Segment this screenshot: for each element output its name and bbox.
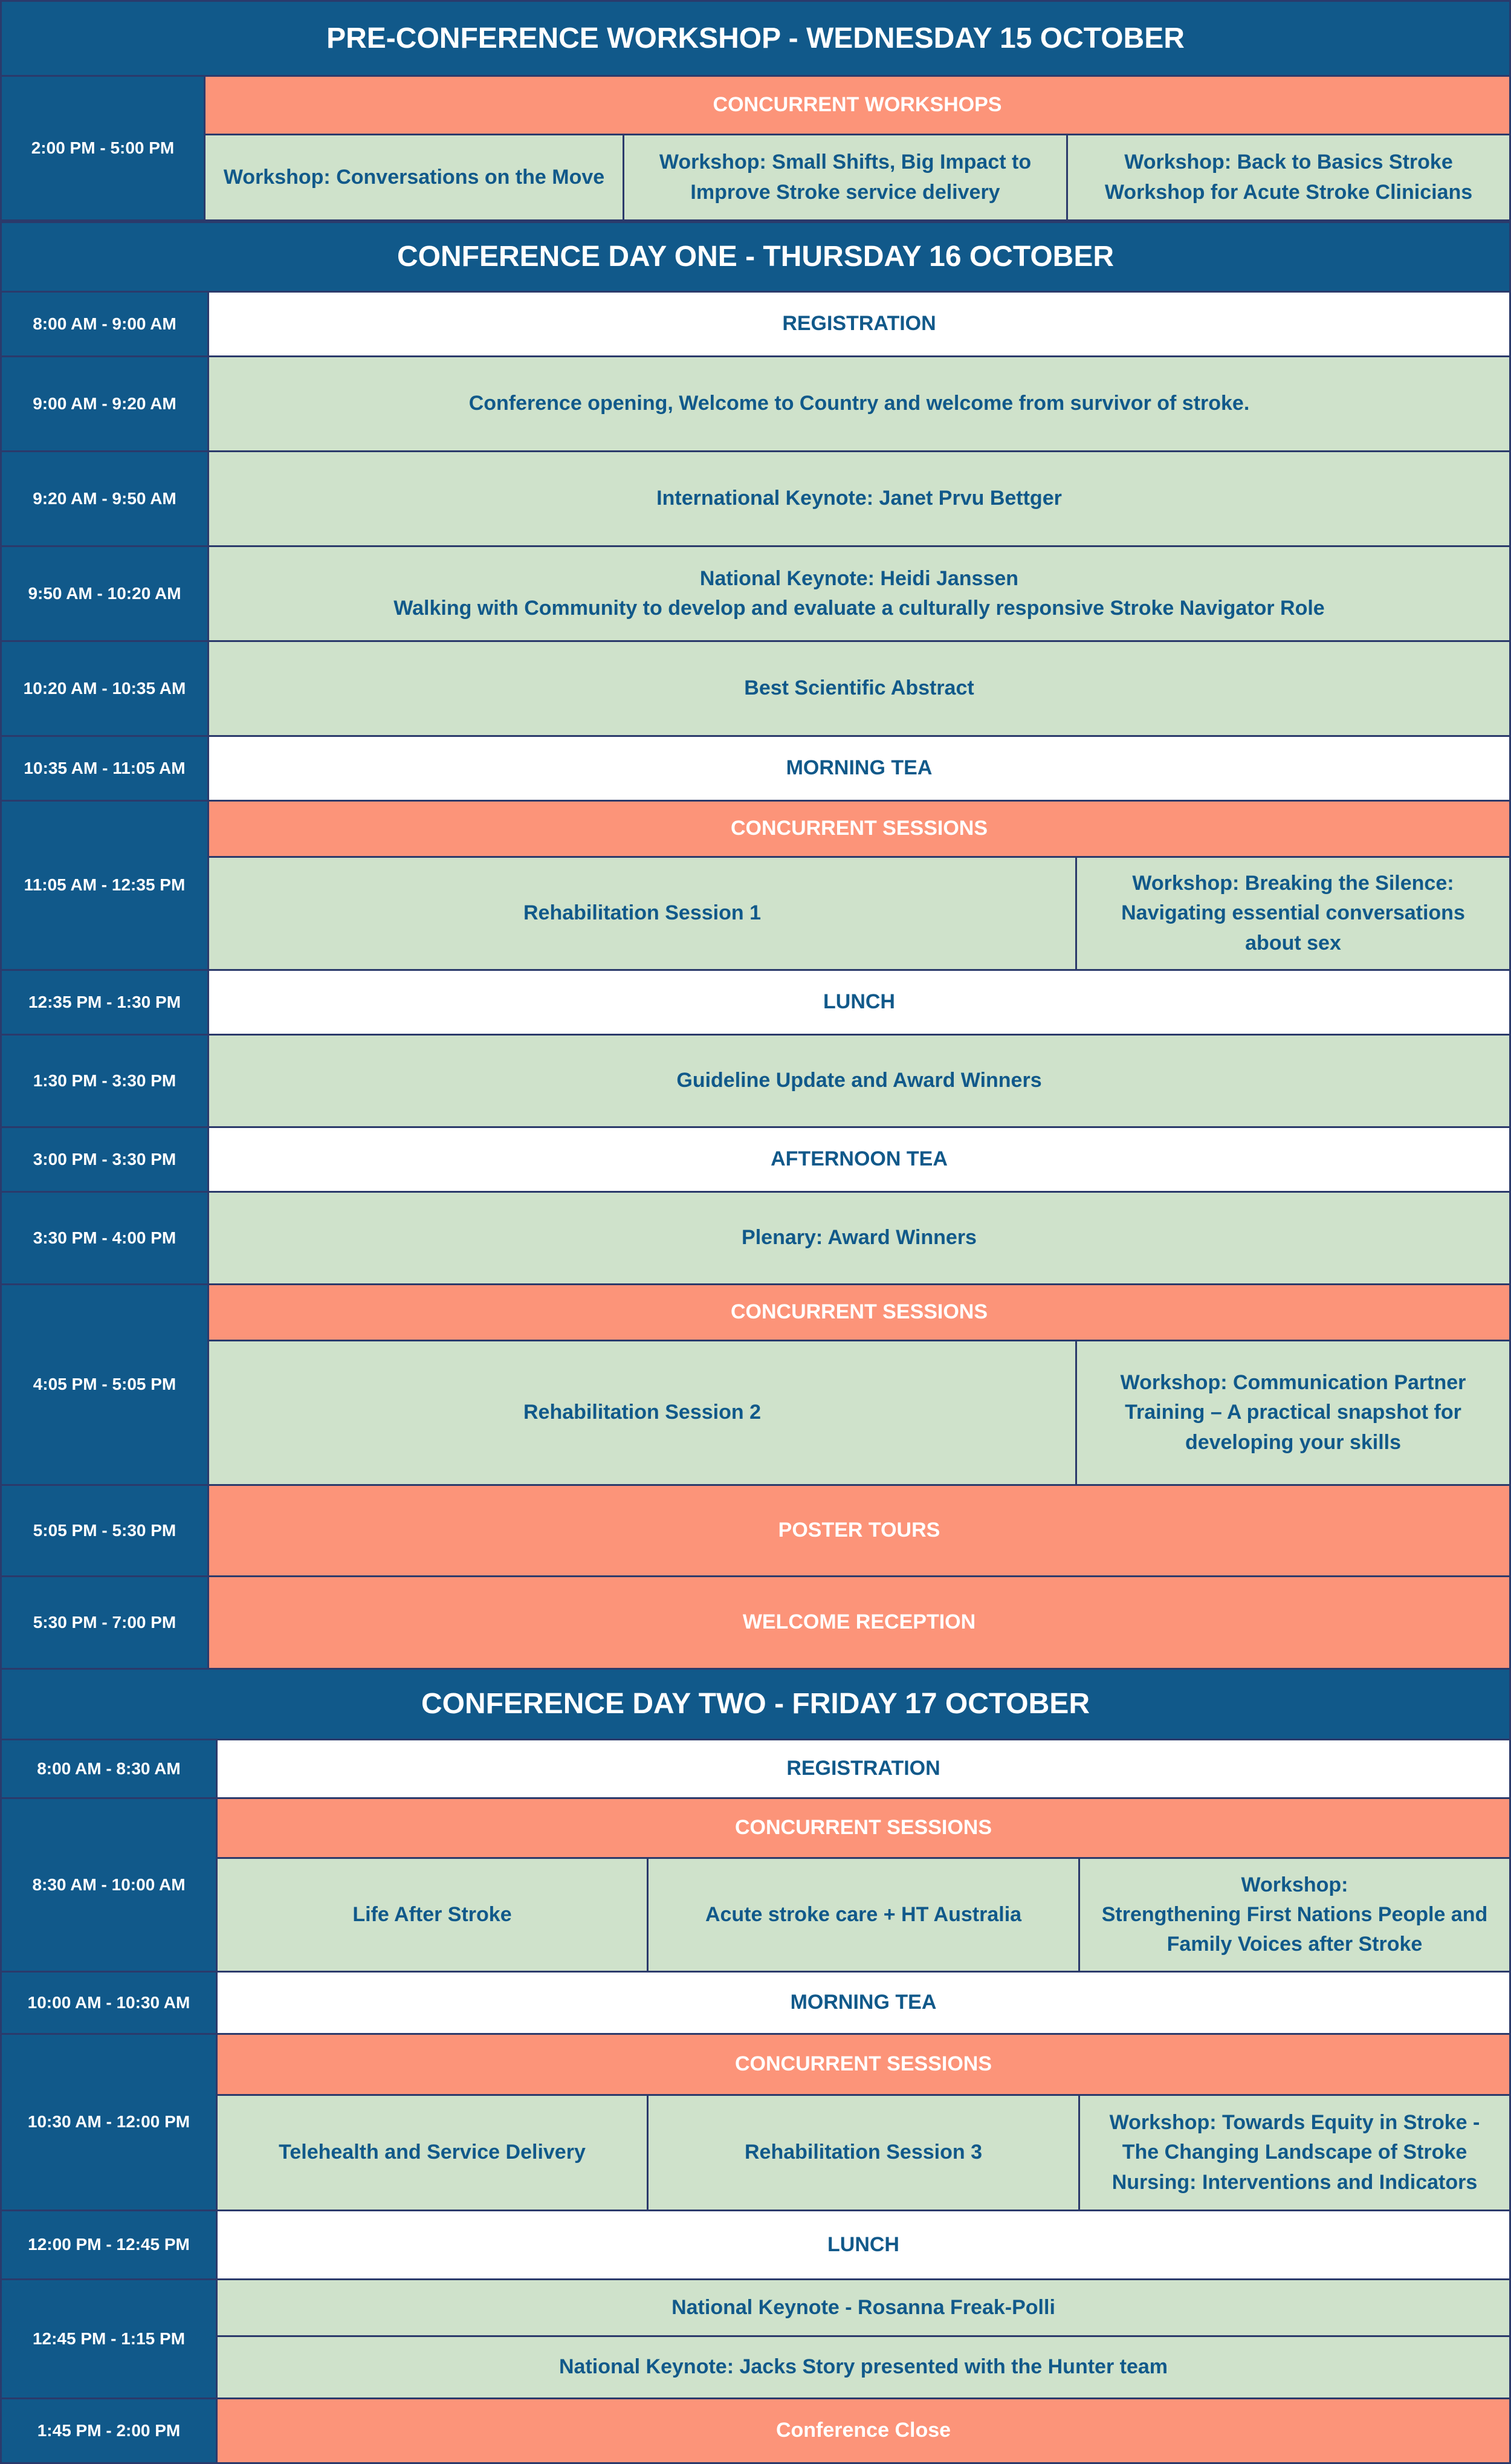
time-slot: 9:00 AM - 9:20 AM <box>0 355 209 452</box>
keynote-item: National Keynote: Jacks Story presented with the Hunter team <box>216 2335 1511 2399</box>
break-item: MORNING TEA <box>207 735 1511 802</box>
workshop-session: Workshop: Conversations on the Move <box>204 134 624 221</box>
concurrent-sessions-label: CONCURRENT SESSIONS <box>207 1283 1511 1341</box>
time-slot: 2:00 PM - 5:00 PM <box>0 75 205 221</box>
registration-break: REGISTRATION <box>216 1739 1511 1799</box>
day-two-header: CONFERENCE DAY TWO - FRIDAY 17 OCTOBER <box>0 1668 1511 1740</box>
time-slot: 5:05 PM - 5:30 PM <box>0 1484 209 1577</box>
session-item: Telehealth and Service Delivery <box>216 2094 649 2211</box>
welcome-reception: WELCOME RECEPTION <box>207 1575 1511 1670</box>
time-slot: 9:50 AM - 10:20 AM <box>0 545 209 642</box>
session-item: Rehabilitation Session 2 <box>207 1340 1077 1486</box>
session-item: Best Scientific Abstract <box>207 640 1511 737</box>
concurrent-workshops-label: CONCURRENT WORKSHOPS <box>204 75 1511 135</box>
time-slot: 12:45 PM - 1:15 PM <box>0 2278 218 2399</box>
time-slot: 10:00 AM - 10:30 AM <box>0 1971 218 2035</box>
workshop-session: Workshop: Back to Basics Stroke Workshop for Acute Stroke Clinicians <box>1066 134 1511 221</box>
time-slot: 3:30 PM - 4:00 PM <box>0 1191 209 1285</box>
time-slot: 1:45 PM - 2:00 PM <box>0 2398 218 2464</box>
registration-break: REGISTRATION <box>207 291 1511 357</box>
session-item: Guideline Update and Award Winners <box>207 1034 1511 1128</box>
session-item: Rehabilitation Session 3 <box>647 2094 1080 2211</box>
workshop-session: Workshop: Strengthening First Nations People and Family Voices after Stroke <box>1078 1857 1511 1973</box>
time-slot: 4:05 PM - 5:05 PM <box>0 1283 209 1486</box>
workshop-session: Workshop: Communication Partner Training – A practical snapshot for developing your skills <box>1075 1340 1511 1486</box>
session-item: International Keynote: Janet Prvu Bettger <box>207 450 1511 547</box>
day-one-header: CONFERENCE DAY ONE - THURSDAY 16 OCTOBER <box>0 221 1511 293</box>
time-slot: 10:35 AM - 11:05 AM <box>0 735 209 802</box>
session-item: National Keynote: Heidi Janssen Walking with Community to develop and evaluate a culturally responsive Stroke Navigator Role <box>207 545 1511 642</box>
keynote-item: National Keynote - Rosanna Freak-Polli <box>216 2278 1511 2337</box>
session-item: Conference opening, Welcome to Country and welcome from survivor of stroke. <box>207 355 1511 452</box>
time-slot: 5:30 PM - 7:00 PM <box>0 1575 209 1670</box>
break-item: AFTERNOON TEA <box>207 1126 1511 1193</box>
time-slot: 3:00 PM - 3:30 PM <box>0 1126 209 1193</box>
time-slot: 11:05 AM - 12:35 PM <box>0 800 209 971</box>
pre-conference-header: PRE-CONFERENCE WORKSHOP - WEDNESDAY 15 OCTOBER <box>0 0 1511 77</box>
session-item: Plenary: Award Winners <box>207 1191 1511 1285</box>
break-item: LUNCH <box>216 2209 1511 2280</box>
time-slot: 12:35 PM - 1:30 PM <box>0 969 209 1036</box>
workshop-session: Workshop: Breaking the Silence: Navigating essential conversations about sex <box>1075 856 1511 971</box>
time-slot: 1:30 PM - 3:30 PM <box>0 1034 209 1128</box>
concurrent-sessions-label: CONCURRENT SESSIONS <box>207 800 1511 858</box>
time-slot: 10:20 AM - 10:35 AM <box>0 640 209 737</box>
time-slot: 10:30 AM - 12:00 PM <box>0 2033 218 2211</box>
break-item: LUNCH <box>207 969 1511 1036</box>
session-item: Rehabilitation Session 1 <box>207 856 1077 971</box>
conference-close: Conference Close <box>216 2398 1511 2464</box>
poster-tours: POSTER TOURS <box>207 1484 1511 1577</box>
time-slot: 12:00 PM - 12:45 PM <box>0 2209 218 2280</box>
time-slot: 8:00 AM - 8:30 AM <box>0 1739 218 1799</box>
workshop-session: Workshop: Small Shifts, Big Impact to Improve Stroke service delivery <box>623 134 1068 221</box>
workshop-session: Workshop: Towards Equity in Stroke - The Changing Landscape of Stroke Nursing: Interventions and Indicators <box>1078 2094 1511 2211</box>
session-item: Life After Stroke <box>216 1857 649 1973</box>
time-slot: 9:20 AM - 9:50 AM <box>0 450 209 547</box>
concurrent-sessions-label: CONCURRENT SESSIONS <box>216 2033 1511 2096</box>
concurrent-sessions-label: CONCURRENT SESSIONS <box>216 1797 1511 1859</box>
break-item: MORNING TEA <box>216 1971 1511 2035</box>
time-slot: 8:00 AM - 9:00 AM <box>0 291 209 357</box>
session-item: Acute stroke care + HT Australia <box>647 1857 1080 1973</box>
time-slot: 8:30 AM - 10:00 AM <box>0 1797 218 1973</box>
